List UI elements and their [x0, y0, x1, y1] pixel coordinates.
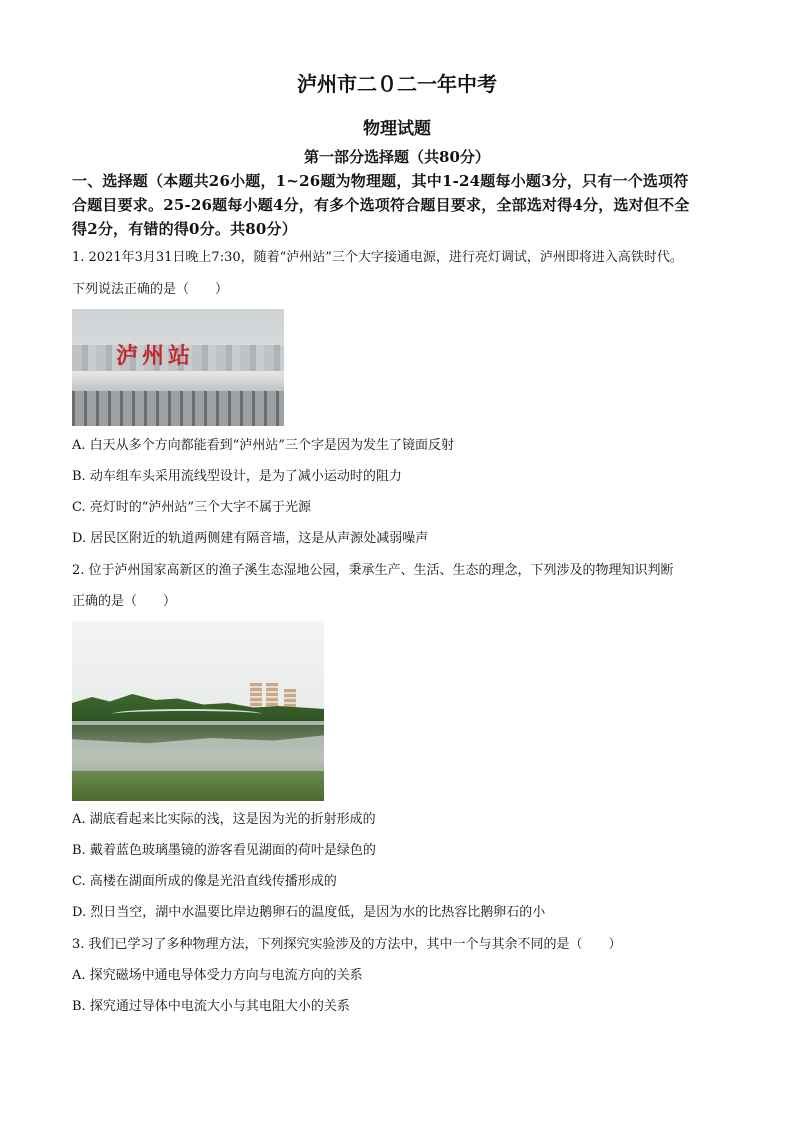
- section-instructions: [72, 169, 732, 241]
- subject-title: 物理试题: [363, 119, 431, 139]
- instruction-line: 合题目要求。25-26题每小题4分，有多个选项符合题目要求，全部选对得4分，选对但不全: [72, 196, 690, 214]
- question-2-stem-line-2: 正确的是（ ）: [72, 594, 177, 609]
- question-1-option-c: C. 亮灯时的“泸州站”三个大字不属于光源: [72, 500, 312, 515]
- instruction-line: 得2分，有错的得0分。共80分）: [72, 220, 297, 238]
- question-2-option-a: A. 湖底看起来比实际的浅，这是因为光的折射形成的: [72, 812, 376, 827]
- station-hall: [72, 391, 284, 426]
- wetland-park-photo: [72, 621, 324, 801]
- question-1-option-d: D. 居民区附近的轨道两侧建有隔音墙，这是从声源处减弱噪声: [72, 531, 429, 546]
- question-2-option-c: C. 高楼在湖面所成的像是光沿直线传播形成的: [72, 874, 337, 889]
- question-1-stem-line-1: 1. 2021年3月31日晚上7:30，随着“泸州站”三个大字接通电源，进行亮灯调试，泸州即将进入高铁时代。: [72, 250, 683, 265]
- lake-reflection: [72, 725, 324, 751]
- question-1-stem-line-2: 下列说法正确的是（ ）: [72, 282, 229, 297]
- question-2-option-b: B. 戴着蓝色玻璃墨镜的游客看见湖面的荷叶是绿色的: [72, 843, 376, 858]
- exam-title: 泸州市二０二一年中考: [297, 72, 497, 96]
- question-3-option-b: B. 探究通过导体中电流大小与其电阻大小的关系: [72, 999, 350, 1014]
- station-sign: 泸州站: [116, 344, 195, 369]
- question-1-option-a: A. 白天从多个方向都能看到“泸州站”三个字是因为发生了镜面反射: [72, 438, 454, 453]
- question-2-option-d: D. 烈日当空，湖中水温要比岸边鹅卵石的温度低，是因为水的比热容比鹅卵石的小: [72, 905, 546, 920]
- question-2-stem-line-1: 2. 位于泸州国家高新区的渔子溪生态湿地公园，秉承生产、生活、生态的理念，下列涉及的物理知识判断: [72, 563, 674, 578]
- station-roof: [72, 371, 284, 393]
- question-3-stem: 3. 我们已学习了多种物理方法，下列探究实验涉及的方法中，其中一个与其余不同的是（ ）: [72, 937, 622, 952]
- shore-grass: [72, 771, 324, 801]
- footbridge: [112, 709, 262, 719]
- question-3-option-a: A. 探究磁场中通电导体受力方向与电流方向的关系: [72, 968, 363, 983]
- instruction-line: 一、选择题（本题共26小题，1~26题为物理题，其中1-24题每小题3分，只有一个选项符: [72, 172, 689, 190]
- part-title: 第一部分选择题（共80分）: [304, 148, 490, 166]
- question-1-option-b: B. 动车组车头采用流线型设计，是为了减小运动时的阻力: [72, 469, 402, 484]
- luzhou-station-photo: [72, 309, 284, 426]
